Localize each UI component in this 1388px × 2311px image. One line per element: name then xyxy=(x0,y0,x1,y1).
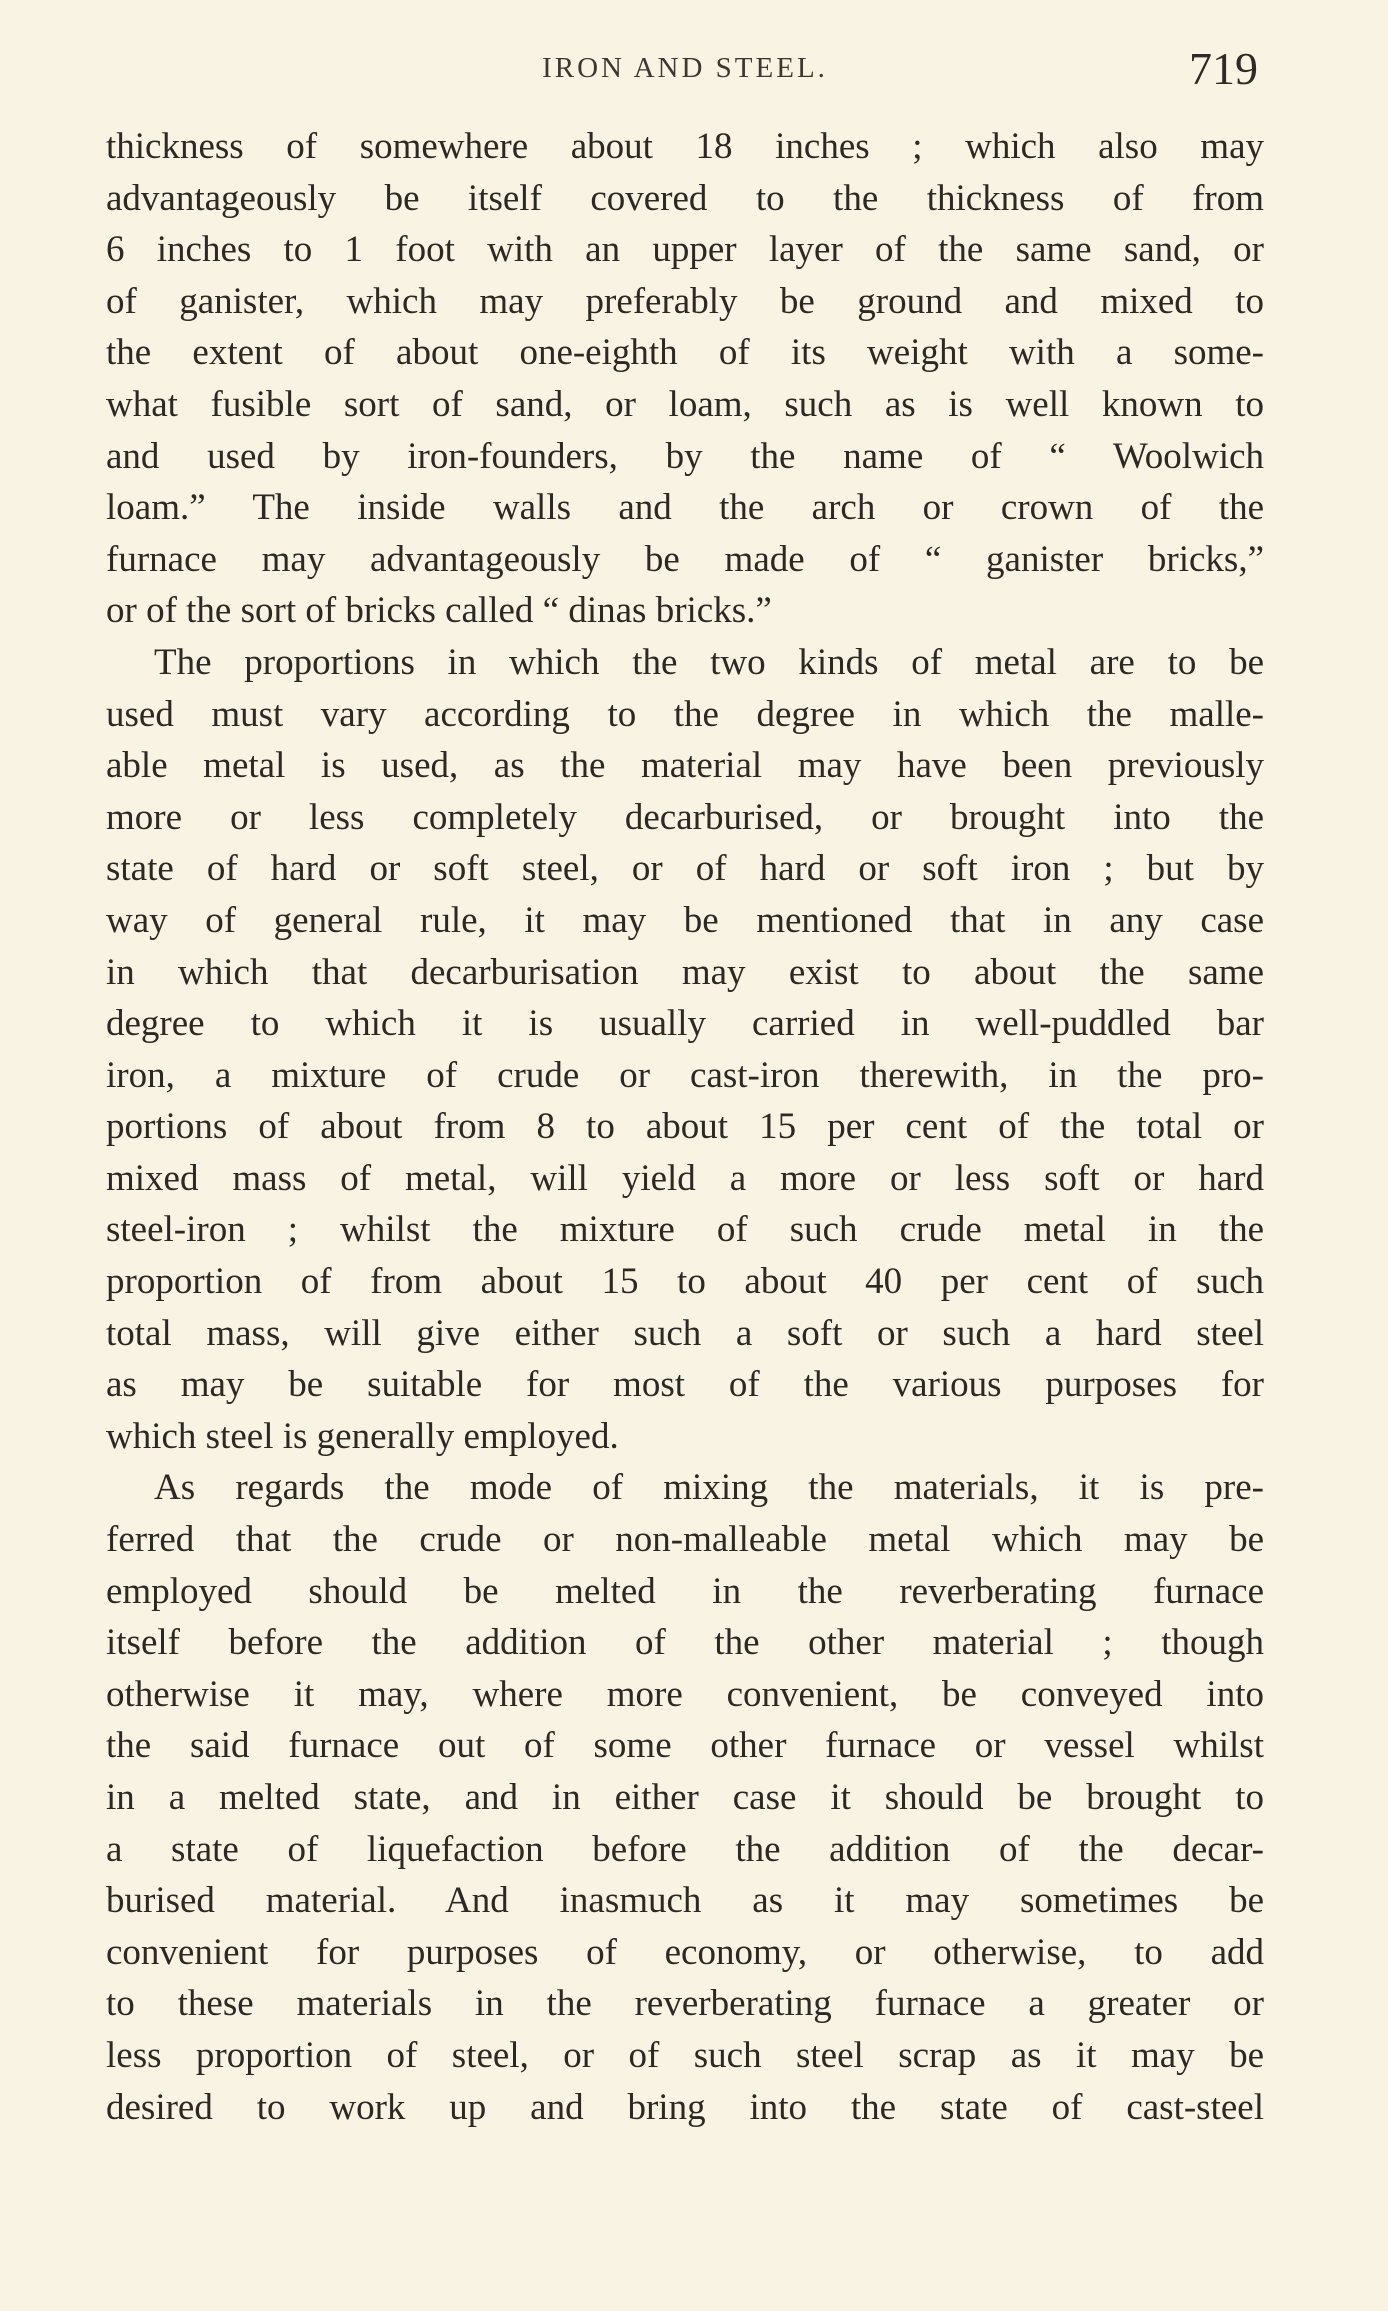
text-line: and used by iron-founders, by the name of “ Woolwich xyxy=(106,435,1264,477)
text-line: in a melted state, and in either case it should be brought to xyxy=(106,1777,1264,1818)
text-line: of ganister, which may preferably be ground and mixed to xyxy=(106,280,1264,322)
text-line: total mass, will give either such a soft or such a hard steel xyxy=(106,1312,1264,1354)
text-line: used must vary according to the degree in which the malle- xyxy=(106,693,1264,735)
text-line: degree to which it is usually carried in well-puddled bar xyxy=(106,1003,1264,1045)
paragraph-end-line: or of the sort of bricks called “ dinas bricks.” xyxy=(106,590,772,632)
body-text xyxy=(106,121,1264,2133)
text-line: portions of about from 8 to about 15 per cent of the total or xyxy=(106,1106,1264,1148)
text-line: in which that decarburisation may exist to about the same xyxy=(106,951,1264,993)
text-line: mixed mass of metal, will yield a more or less soft or hard xyxy=(106,1157,1264,1199)
page-header xyxy=(106,42,1264,98)
text-line: proportion of from about 15 to about 40 per cent of such xyxy=(106,1261,1264,1303)
text-line: otherwise it may, where more convenient, be conveyed into xyxy=(106,1673,1264,1715)
text-line: burised material. And inasmuch as it may sometimes be xyxy=(106,1880,1264,1922)
text-line: more or less completely decarburised, or brought into the xyxy=(106,796,1264,838)
text-line: loam.” The inside walls and the arch or crown of the xyxy=(106,487,1264,529)
page-number: 719 xyxy=(1189,43,1258,94)
text-line: advantageously be itself covered to the thickness of from xyxy=(106,177,1264,219)
text-line: as may be suitable for most of the various purposes for xyxy=(106,1364,1264,1406)
paragraph-first-line: The proportions in which the two kinds of metal are to be xyxy=(154,641,1264,683)
running-head: IRON AND STEEL. xyxy=(542,52,828,84)
paragraph-end-line: which steel is generally employed. xyxy=(106,1415,619,1457)
paragraph-first-line: As regards the mode of mixing the materials, it is pre- xyxy=(154,1467,1264,1509)
text-line: employed should be melted in the reverberating furnace xyxy=(106,1570,1264,1612)
text-line: a state of liquefaction before the addition of the decar- xyxy=(106,1828,1264,1870)
text-line: way of general rule, it may be mentioned that in any case xyxy=(106,899,1264,941)
text-line: the said furnace out of some other furnace or vessel whilst xyxy=(106,1725,1264,1767)
text-line: state of hard or soft steel, or of hard or soft iron ; but by xyxy=(106,848,1264,890)
text-line: less proportion of steel, or of such steel scrap as it may be xyxy=(106,2034,1264,2076)
text-line: thickness of somewhere about 18 inches ; which also may xyxy=(106,126,1264,167)
text-line: convenient for purposes of economy, or otherwise, to add xyxy=(106,1931,1264,1973)
text-line: desired to work up and bring into the state of cast-steel xyxy=(106,2086,1264,2128)
text-line: the extent of about one-eighth of its weight with a some- xyxy=(106,332,1264,374)
text-line: 6 inches to 1 foot with an upper layer of the same sand, or xyxy=(106,229,1264,271)
text-line: ferred that the crude or non-malleable metal which may be xyxy=(106,1519,1264,1561)
text-line: itself before the addition of the other material ; though xyxy=(106,1622,1264,1664)
text-line: steel-iron ; whilst the mixture of such crude metal in the xyxy=(106,1209,1264,1251)
text-line: iron, a mixture of crude or cast-iron therewith, in the pro- xyxy=(106,1054,1264,1096)
text-line: furnace may advantageously be made of “ ganister bricks,” xyxy=(106,538,1264,580)
text-line: what fusible sort of sand, or loam, such as is well known to xyxy=(106,383,1264,425)
text-line: able metal is used, as the material may have been previously xyxy=(106,745,1264,787)
text-line: to these materials in the reverberating furnace a greater or xyxy=(106,1983,1264,2025)
